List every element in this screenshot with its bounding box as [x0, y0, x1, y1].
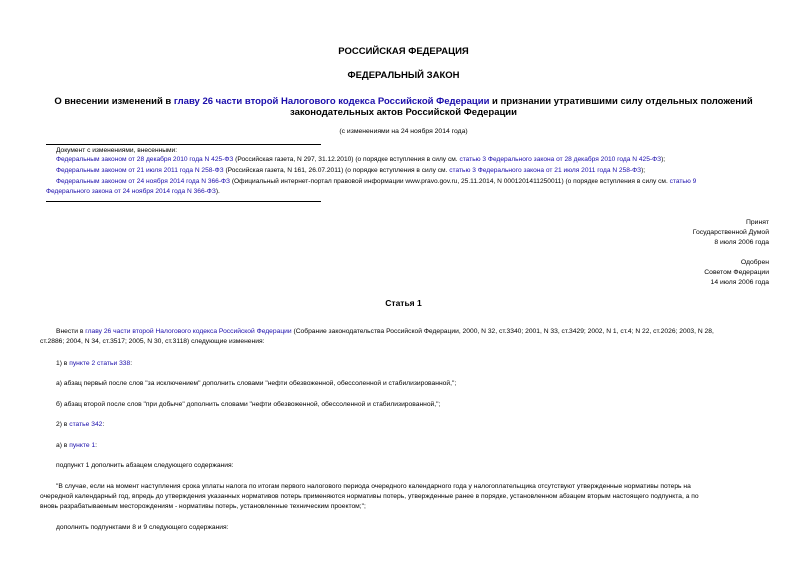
- quote-line: вновь разрабатываемым месторождениям - нормативы потерь, установленные техническим проектом;";: [40, 503, 366, 510]
- amendment-text: (Российская газета, N 297, 31.12.2010) (о порядке вступления в силу см.: [233, 156, 460, 163]
- item-1-tail: :: [130, 360, 133, 367]
- quote-line: "В случае, если на момент наступления срока уплаты налога по итогам первого налогового периода очередного календарного года у налогоплательщика отсутствуют утвержденные нормативы потерь на: [56, 483, 691, 490]
- approved-date: 14 июля 2006 года: [710, 279, 769, 286]
- item-2-link[interactable]: статье 342: [69, 421, 103, 428]
- adopted-date: 8 июля 2006 года: [714, 239, 769, 246]
- amendment-article-link[interactable]: статью 9: [669, 178, 697, 185]
- amendment-tail: );: [661, 156, 666, 163]
- article-intro-line2: ст.2886; 2004, N 34, ст.3517; 2005, N 30, ст.3118) следующие изменения:: [40, 338, 265, 345]
- amendment-law-link[interactable]: Федеральным законом от 28 декабря 2010 года N 425-ФЗ: [56, 156, 234, 163]
- title-chapter-link[interactable]: главу 26 части второй Налогового кодекса Российской Федерации: [173, 96, 490, 107]
- item-2: [56, 421, 104, 428]
- amendment-text: (Российская газета, N 161, 26.07.2011) (о порядке вступления в силу см.: [223, 167, 450, 174]
- article-intro: [56, 328, 714, 335]
- adopted-line: Принят: [745, 219, 769, 226]
- item-1b: б) абзац второй после слов "при добыче" дополнить словами "нефти обезвоженной, обессоленной и стабилизированной,";: [56, 401, 441, 408]
- amendments-bottom-rule: [46, 201, 321, 202]
- country-heading: РОССИЙСКАЯ ФЕДЕРАЦИЯ: [338, 46, 469, 57]
- adopted-block: [693, 218, 769, 248]
- amendment-item: [56, 167, 645, 174]
- title-prefix: О внесении изменений в: [54, 96, 174, 107]
- amendment-article-link[interactable]: статью 3 Федерального закона от 28 декабря 2010 года N 425-ФЗ: [459, 156, 662, 163]
- amendments-heading: Документ с изменениями, внесенными:: [56, 147, 178, 154]
- item-1-prefix: 1) в: [56, 360, 70, 367]
- amendment-item-continued: [46, 188, 220, 195]
- amendment-tail: );: [641, 167, 646, 174]
- amendments-top-rule: [46, 144, 321, 145]
- item-2a-tail: :: [95, 442, 98, 449]
- item-2a: [56, 442, 97, 449]
- approved-block: [704, 258, 769, 288]
- document-title: [30, 96, 777, 118]
- amendment-article-link-continued[interactable]: Федерального закона от 24 ноября 2014 года N 366-ФЗ: [46, 188, 216, 195]
- approved-body: Советом Федерации: [704, 269, 769, 276]
- item-1-link[interactable]: пункте 2 статьи 338: [69, 360, 131, 367]
- amendment-law-link[interactable]: Федеральным законом от 24 ноября 2014 года N 366-ФЗ: [56, 178, 231, 185]
- law-type-heading: ФЕДЕРАЛЬНЫЙ ЗАКОН: [347, 70, 460, 81]
- item-1a: а) абзац первый после слов "за исключением" дополнить словами "нефти обезвоженной, обессоленной и стабилизированной,";: [56, 380, 457, 387]
- amendment-article-link[interactable]: статью 3 Федерального закона от 21 июля 2011 года N 258-ФЗ: [449, 167, 642, 174]
- item-2-prefix: 2) в: [56, 421, 70, 428]
- intro-text: (Собрание законодательства Российской Федерации, 2000, N 32, ст.3340; 2001, N 33, ст.3429; 2002, N 1, ст.4; N 22, ст.2026; 2003, N 28,: [291, 328, 714, 335]
- amendment-text: (Официальный интернет-портал правовой информации www.pravo.gov.ru, 25.11.2014, N 0001201411250011) (о порядке вступления в силу см.: [230, 178, 670, 185]
- intro-prefix: Внести в: [56, 328, 86, 335]
- item-2-tail: :: [102, 421, 105, 428]
- adopted-body: Государственной Думой: [692, 229, 769, 236]
- item-2a-link[interactable]: пункте 1: [69, 442, 96, 449]
- amendment-tail: ).: [215, 188, 220, 195]
- amendment-item: [56, 178, 696, 185]
- amendment-law-link[interactable]: Федеральным законом от 21 июля 2011 года N 258-ФЗ: [56, 167, 224, 174]
- item-1: [56, 360, 132, 367]
- title-suffix: и признании утратившими силу отдельных положений: [489, 96, 753, 107]
- approved-line: Одобрен: [740, 259, 769, 266]
- article-title: Статья 1: [385, 298, 422, 308]
- item-2a-prefix: а) в: [56, 442, 70, 449]
- subitems-8-9-note: дополнить подпунктами 8 и 9 следующего содержания:: [56, 524, 229, 531]
- quote-line: очередной календарный год, впредь до утверждения указанных нормативов потерь применяются нормативы потерь, утвержденные ранее в порядке, установленном абзацем вторым настоящего подпункта, а по: [40, 493, 699, 500]
- amendment-item: [56, 156, 665, 163]
- edition-note: (с изменениями на 24 ноября 2014 года): [339, 128, 468, 135]
- intro-chapter-link[interactable]: главу 26 части второй Налогового кодекса Российской Федерации: [85, 328, 292, 335]
- subitem-1-note: подпункт 1 дополнить абзацем следующего содержания:: [56, 462, 234, 469]
- title-line2: законодательных актов Российской Федерации: [289, 107, 517, 118]
